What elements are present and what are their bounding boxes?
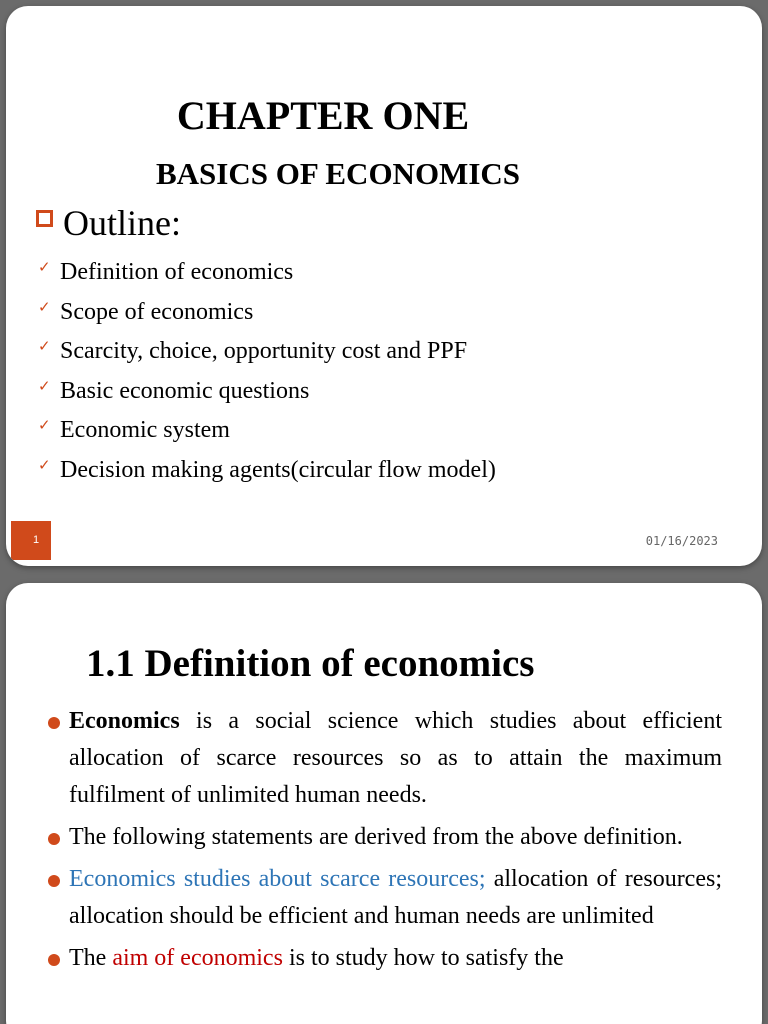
outline-list <box>38 252 496 490</box>
slide-date: 01/16/2023 <box>645 534 718 548</box>
checkmark-icon: ✓ <box>38 297 51 316</box>
bullet-text: is a social science which studies about efficient allocation of scarce resources so as to attain the maximum fulfilment of unlimited human needs. <box>69 708 722 808</box>
outline-item-text: Scarcity, choice, opportunity cost and PPF <box>60 338 468 365</box>
checkmark-icon: ✓ <box>38 337 51 356</box>
highlight-red-text: aim of economics <box>112 945 283 971</box>
outline-item <box>38 450 496 490</box>
checkmark-icon: ✓ <box>38 455 51 474</box>
slide-1 <box>6 6 762 566</box>
square-bullet-icon <box>36 210 53 227</box>
outline-heading <box>36 202 181 244</box>
outline-item <box>38 371 496 411</box>
outline-item-text: Scope of economics <box>60 298 254 325</box>
bullet-item <box>36 940 722 977</box>
page-number-badge: 1 <box>11 521 51 560</box>
chapter-subtitle: BASICS OF ECONOMICS <box>155 156 521 191</box>
bullet-text: The following statements are derived from the above definition. <box>69 824 683 850</box>
checkmark-icon: ✓ <box>38 376 51 395</box>
section-title: 1.1 Definition of economics <box>86 642 535 685</box>
bullet-item <box>36 861 722 935</box>
bullet-text: is to study how to satisfy the <box>288 945 564 971</box>
outline-item <box>38 252 496 292</box>
checkmark-icon: ✓ <box>38 416 51 435</box>
bullet-item <box>36 819 722 856</box>
outline-item-text: Economic system <box>60 417 230 444</box>
outline-item <box>38 331 496 371</box>
slide-2 <box>6 583 762 1024</box>
outline-item <box>38 292 496 332</box>
outline-item-text: Decision making agents(circular flow model) <box>60 456 496 483</box>
outline-item-text: Definition of economics <box>60 259 294 285</box>
bullet-item <box>36 703 722 814</box>
chapter-title: CHAPTER ONE <box>176 93 470 138</box>
outline-heading-text: Outline: <box>63 203 181 243</box>
definition-bullets <box>36 703 722 982</box>
checkmark-icon: ✓ <box>38 258 51 276</box>
bullet-text: The <box>69 945 107 971</box>
bold-term: Economics <box>69 708 180 734</box>
bullet-text: allocation of resources; allocation should be efficient and human needs are unlimited <box>69 866 722 929</box>
outline-item <box>38 410 496 450</box>
highlight-blue-text: Economics studies about scarce resources; <box>69 866 486 892</box>
outline-item-text: Basic economic questions <box>60 377 310 404</box>
